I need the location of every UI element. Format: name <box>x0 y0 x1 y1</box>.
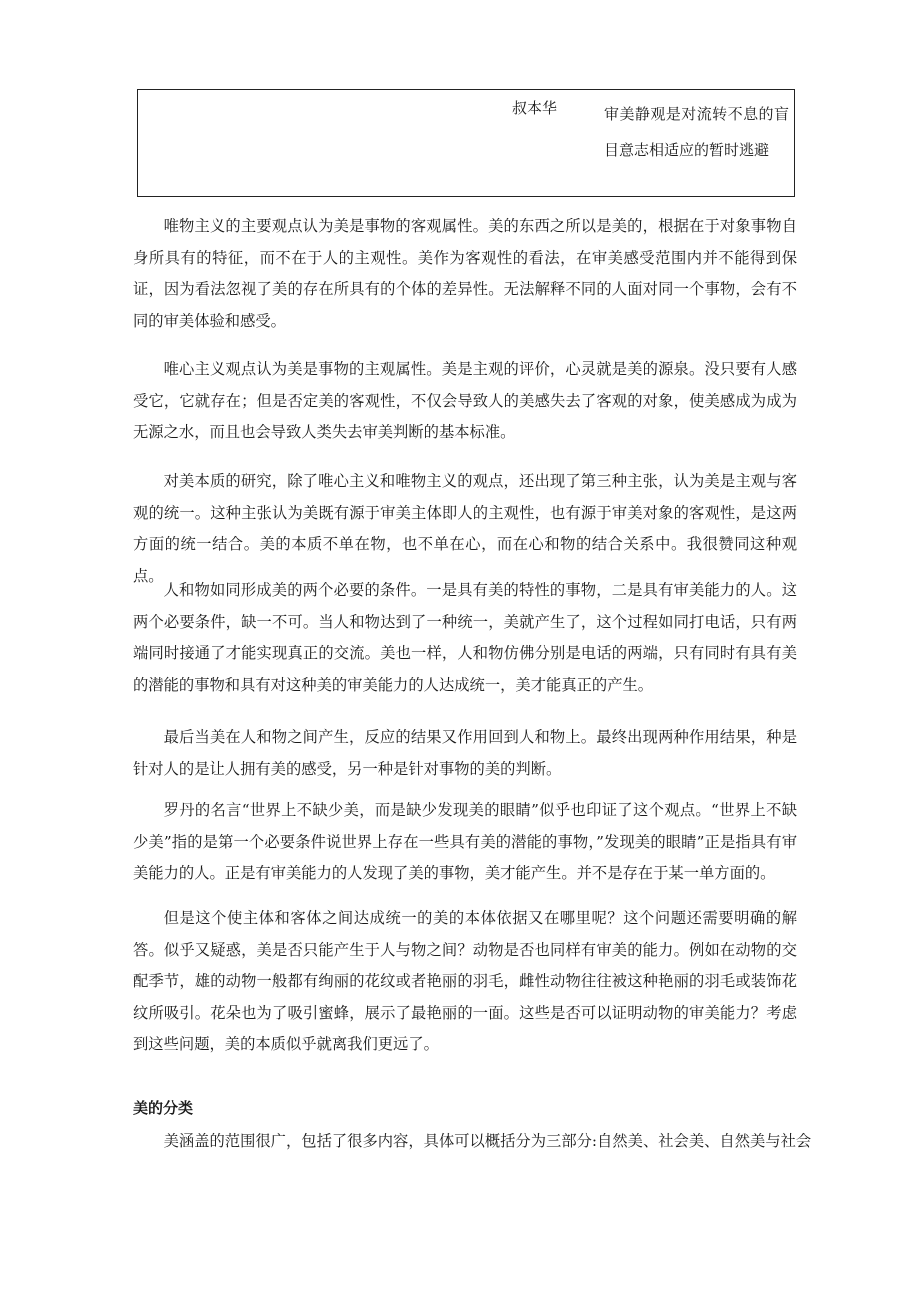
table-quote-cell: 审美静观是对流转不息的盲目意志相适应的暂时逃避 <box>604 105 789 159</box>
paragraph-idealism: 唯心主义观点认为美是事物的主观属性。美是主观的评价，心灵就是美的源泉。没只要有人感受它，它就存在；但是否定美的客观性，不仅会导致人的美感失去了客观的对象，使美感成为成为无源之水，而且也会导致人类失去审美判断的基本标准。 <box>133 360 797 441</box>
paragraph-person-and-object: 人和物如同形成美的两个必要的条件。一是具有美的特性的事物，二是具有审美能力的人。这两个必要条件，缺一不可。当人和物达到了一种统一，美就产生了，这个过程如同打电话，只有两端同时接通了才能实现真正的交流。美也一样，人和物仿佛分别是电话的两端，只有同时有具有美的潜能的事物和具有对这种美的审美能力的人达成统一，美才能真正的产生。 <box>133 581 797 694</box>
section-heading: 美的分类 <box>133 1099 194 1117</box>
table-author-cell: 叔本华 <box>512 99 558 117</box>
paragraph-question: 但是这个使主体和客体之间达成统一的美的本体依据又在哪里呢？这个问题还需要明确的解答。似乎又疑惑，美是否只能产生于人与物之间？动物是否也同样有审美的能力。例如在动物的交配季节，雄的动物一般都有绚丽的花纹或者艳丽的羽毛，雌性动物往往被这种艳丽的羽毛或装饰花纹所吸引。花朵也为了吸引蜜蜂，展示了最艳丽的一面。这些是否可以证明动物的审美能力？考虑到这些问题，美的本质似乎就离我们更远了。 <box>133 909 797 1053</box>
quote-table <box>137 89 795 197</box>
paragraph-rodin: 罗丹的名言“世界上不缺少美，而是缺少发现美的眼睛”似乎也印证了这个观点。“世界上不缺少美”指的是第一个必要条件说世界上存在一些具有美的潜能的事物，”发现美的眼睛”正是指具有审美能力的人。正是有审美能力的人发现了美的事物，美才能产生。并不是存在于某一单方面的。 <box>133 801 797 882</box>
paragraph-third-view: 对美本质的研究，除了唯心主义和唯物主义的观点，还出现了第三种主张，认为美是主观与客观的统一。这种主张认为美既有源于审美主体即人的主观性，也有源于审美对象的客观性，是这两方面的统一结合。美的本质不单在物，也不单在心，而在心和物的结合关系中。我很赞同这种观点。 <box>133 472 797 585</box>
paragraph-result: 最后当美在人和物之间产生，反应的结果又作用回到人和物上。最终出现两种作用结果，种是针对人的是让人拥有美的感受，另一种是针对事物的美的判断。 <box>133 728 797 778</box>
section-intro: 美涵盖的范围很广，包括了很多内容，具体可以概括分为三部分:自然美、社会美、自然美与社会 <box>163 1132 812 1150</box>
paragraph-materialism: 唯物主义的主要观点认为美是事物的客观属性。美的东西之所以是美的，根据在于对象事物自身所具有的特征，而不在于人的主观性。美作为客观性的看法，在审美感受范围内并不能得到保证，因为看法忽视了美的存在所具有的个体的差异性。无法解释不同的人面对同一个事物，会有不同的审美体验和感受。 <box>133 217 797 330</box>
